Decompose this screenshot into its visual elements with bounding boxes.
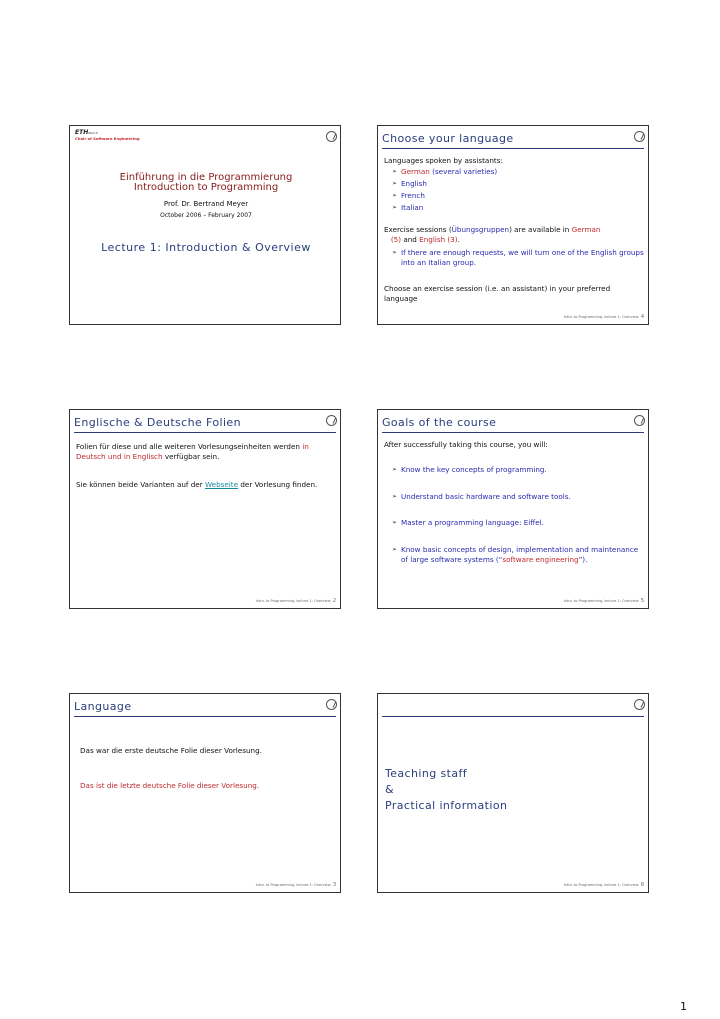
footer-text: Intro. to Programming, lecture 1: Overview	[255, 883, 331, 887]
footer-text: Intro. to Programming, lecture 1: Overview	[563, 883, 639, 887]
exercise-english: English (3)	[419, 234, 458, 244]
exercise-german: German	[571, 225, 601, 234]
slide-number: 2	[332, 598, 336, 604]
goal-tools: ➢ Understand basic hardware and software tools.	[392, 492, 571, 502]
section-title-line-3: Practical information	[385, 799, 508, 812]
website-note	[76, 480, 322, 490]
section-title	[385, 766, 507, 814]
website-text-1: Sie können beide Varianten auf der	[76, 480, 203, 489]
slide-2	[69, 409, 341, 609]
title-divider	[382, 716, 644, 717]
chair-logo-icon	[634, 415, 645, 426]
choose-session: Choose an exercise session (i.e. an assistant) in your preferred language	[384, 284, 611, 303]
slide-title: Englische & Deutsche Folien	[74, 416, 241, 429]
goal-concepts: ➢ Know the key concepts of programming.	[392, 465, 547, 475]
section-title-line-2: &	[385, 783, 394, 796]
slide-footer	[564, 598, 644, 604]
slide-footer	[256, 882, 336, 888]
slide-footer	[564, 882, 644, 888]
language-english: ➢ English	[392, 179, 427, 189]
availability-text-1: Folien für diese und alle weiteren Vorlesungseinheiten werden	[76, 442, 300, 451]
goal-se-text-1: Know basic concepts of design, implementation and maintenance of large software systems (“	[401, 545, 639, 564]
slide-5	[377, 409, 649, 609]
course-title-en: Introduction to Programming	[133, 182, 279, 193]
italian-group-note: ➢ If there are enough requests, we will turn one of the English groups into an Italian group.	[392, 248, 647, 267]
eth-logo-suffix: Zürich	[88, 131, 98, 135]
availability-text-2: verfügbar sein.	[164, 451, 220, 461]
exercise-text-2: ) are available in	[509, 225, 570, 234]
footer-text: Intro. to Programming, lecture 1: Overview	[563, 599, 639, 603]
exercise-text-1: Exercise sessions (	[384, 225, 452, 234]
eth-logo	[75, 129, 98, 136]
goal-eiffel: ➢ Master a programming language: Eiffel.	[392, 518, 544, 528]
language-german-label: German	[401, 167, 430, 176]
eth-logo-text: ETH	[75, 129, 89, 136]
chair-logo-icon	[634, 699, 645, 710]
slide-number: 5	[640, 598, 644, 604]
language-german-note: (several varieties)	[432, 167, 498, 176]
language-french: ➢ French	[392, 191, 425, 201]
exercise-period: .	[457, 234, 460, 244]
slide-footer	[564, 314, 644, 320]
chair-logo-icon	[634, 131, 645, 142]
chair-logo-icon	[326, 131, 337, 142]
goal-se-text-2: ”).	[578, 554, 588, 564]
page-number: 1	[680, 1000, 687, 1013]
exercise-german-count: (5)	[390, 234, 402, 244]
exercise-and: and	[403, 234, 417, 244]
slide-3	[69, 693, 341, 893]
chair-logo-icon	[326, 415, 337, 426]
slide-title: Choose your language	[382, 132, 514, 145]
footer-text: Intro. to Programming, lecture 1: Overview	[563, 315, 639, 319]
slide-4	[377, 125, 649, 325]
languages-intro: Languages spoken by assistants:	[384, 156, 503, 165]
website-link[interactable]: Webseite	[204, 480, 239, 489]
website-text-2: der Vorlesung finden.	[240, 480, 318, 489]
slides-availability	[76, 442, 322, 461]
language-italian: ➢ Italian	[392, 203, 423, 213]
title-divider	[382, 432, 644, 433]
section-title-line-1: Teaching staff	[385, 767, 468, 780]
author: Prof. Dr. Bertrand Meyer	[163, 200, 249, 208]
last-german-slide: Das ist die letzte deutsche Folie dieser Vorlesung.	[80, 781, 260, 790]
slide-6	[377, 693, 649, 893]
goal-software-engineering	[392, 545, 641, 564]
title-divider	[382, 148, 644, 149]
course-title-de: Einführung in die Programmierung	[119, 172, 293, 183]
slide-title: Language	[74, 700, 132, 713]
chair-name: Chair of Software Engineering	[75, 136, 140, 141]
availability-languages: in Deutsch und in Englisch	[76, 442, 309, 461]
footer-text: Intro. to Programming, lecture 1: Overview	[255, 599, 331, 603]
lecture-title: Lecture 1: Introduction & Overview	[101, 241, 311, 254]
goals-intro: After successfully taking this course, you will:	[384, 440, 548, 449]
slide-footer	[256, 598, 336, 604]
language-german	[392, 167, 497, 177]
goal-se-term: software engineering	[502, 554, 579, 564]
exercise-term: Übungsgruppen	[451, 225, 510, 234]
slide-number: 4	[640, 314, 644, 320]
slide-number: 6	[640, 882, 644, 888]
exercise-sessions	[384, 225, 642, 244]
first-german-slide: Das war die erste deutsche Folie dieser Vorlesung.	[80, 746, 262, 755]
chair-logo-icon	[326, 699, 337, 710]
title-divider	[74, 432, 336, 433]
slide-number: 3	[332, 882, 336, 888]
title-divider	[74, 716, 336, 717]
course-dates: October 2006 – February 2007	[160, 212, 252, 219]
slide-title: Goals of the course	[382, 416, 497, 429]
slide-1	[69, 125, 341, 325]
